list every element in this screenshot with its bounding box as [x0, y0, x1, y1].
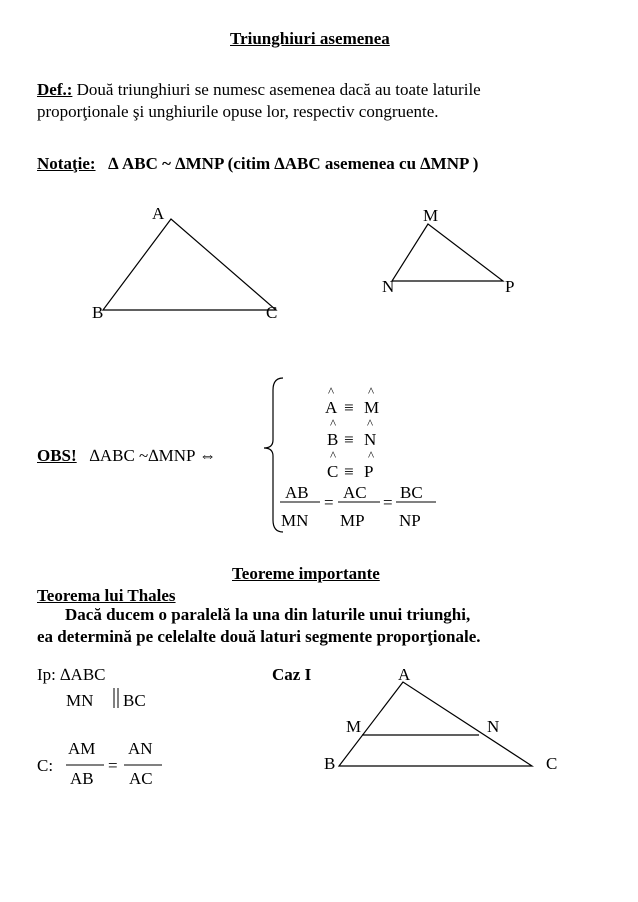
- obs-statement: ∆ABC ~∆MNP ⇔: [89, 446, 217, 465]
- conclusion-ac-den: AC: [129, 769, 153, 788]
- conclusion-equals: =: [108, 756, 118, 775]
- page-title: Triunghiuri asemenea: [230, 29, 390, 48]
- notation-label: Notaţie:: [37, 154, 96, 173]
- cong-row2-right: N: [364, 430, 377, 449]
- thales-title: Teorema lui Thales: [37, 586, 176, 605]
- cong-row1-left: A: [325, 398, 338, 417]
- vertex-label-b: B: [92, 303, 104, 322]
- definition-label: Def.:: [37, 80, 73, 99]
- hat-p: ^: [368, 448, 375, 463]
- fraction-mn-den: MN: [281, 511, 309, 530]
- cong-row1-symbol: ≡: [344, 398, 354, 417]
- hat-m: ^: [368, 384, 375, 399]
- hat-n: ^: [367, 416, 374, 431]
- cong-row2-symbol: ≡: [344, 430, 354, 449]
- fraction-bc-num: BC: [400, 483, 423, 502]
- vertex-label-p: P: [505, 277, 515, 296]
- fraction-mp-den: MP: [340, 511, 365, 530]
- hypothesis-parallel-right: BC: [123, 691, 146, 710]
- vertex-label-a: A: [152, 204, 165, 223]
- triangle-abc: [103, 219, 276, 310]
- conclusion-label: C:: [37, 756, 54, 775]
- fraction-ab-num: AB: [285, 483, 309, 502]
- cong-row2-left: B: [327, 430, 339, 449]
- thales-vertex-a: A: [398, 665, 411, 684]
- fraction-equals-1: =: [324, 493, 334, 512]
- section-title-theorems: Teoreme importante: [232, 564, 380, 583]
- hat-a: ^: [328, 384, 335, 399]
- notation-text: ∆ ABC ~ ∆MNP (citim ∆ABC asemenea cu ∆MNP ): [108, 154, 479, 173]
- vertex-label-c: C: [266, 303, 278, 322]
- case-label: Caz I: [272, 665, 312, 684]
- hat-b: ^: [330, 416, 337, 431]
- conclusion-ab-den: AB: [70, 769, 94, 788]
- fraction-np-den: NP: [399, 511, 421, 530]
- thales-point-n: N: [487, 717, 500, 736]
- hypothesis-triangle: ∆ABC: [60, 665, 106, 684]
- obs-line: [37, 447, 216, 464]
- conclusion-am-num: AM: [68, 739, 96, 758]
- triangle-mnp: [392, 224, 503, 281]
- thales-vertex-c: C: [546, 754, 558, 773]
- definition-text-line1: Două triunghiuri se numesc asemenea dacă au toate laturile: [76, 80, 481, 99]
- thales-vertex-b: B: [324, 754, 336, 773]
- fraction-ac-num: AC: [343, 483, 367, 502]
- cong-row3-right: P: [364, 462, 374, 481]
- hypothesis-parallel-left: MN: [66, 691, 94, 710]
- thales-triangle: [339, 682, 532, 766]
- obs-label: OBS!: [37, 446, 77, 465]
- thales-text-line1: Dacă ducem o paralelă la una din laturile unui triunghi,: [65, 605, 471, 624]
- thales-paragraph: [37, 604, 615, 648]
- definition-text-line2: proporţionale şi unghiurile opuse lor, respectiv congruente.: [37, 102, 439, 121]
- cong-row1-right: M: [364, 398, 380, 417]
- vertex-label-m: M: [423, 206, 439, 225]
- system-brace: [264, 378, 283, 532]
- hat-c: ^: [330, 448, 337, 463]
- cong-row3-left: C: [327, 462, 339, 481]
- fraction-equals-2: =: [383, 493, 393, 512]
- hypothesis-line: [37, 666, 106, 683]
- cong-row3-symbol: ≡: [344, 462, 354, 481]
- thales-point-m: M: [346, 717, 362, 736]
- conclusion-an-num: AN: [128, 739, 153, 758]
- hypothesis-label: Ip:: [37, 665, 56, 684]
- vertex-label-n: N: [382, 277, 395, 296]
- thales-text-line2: ea determină pe celelalte două laturi segmente proporţionale.: [37, 627, 481, 646]
